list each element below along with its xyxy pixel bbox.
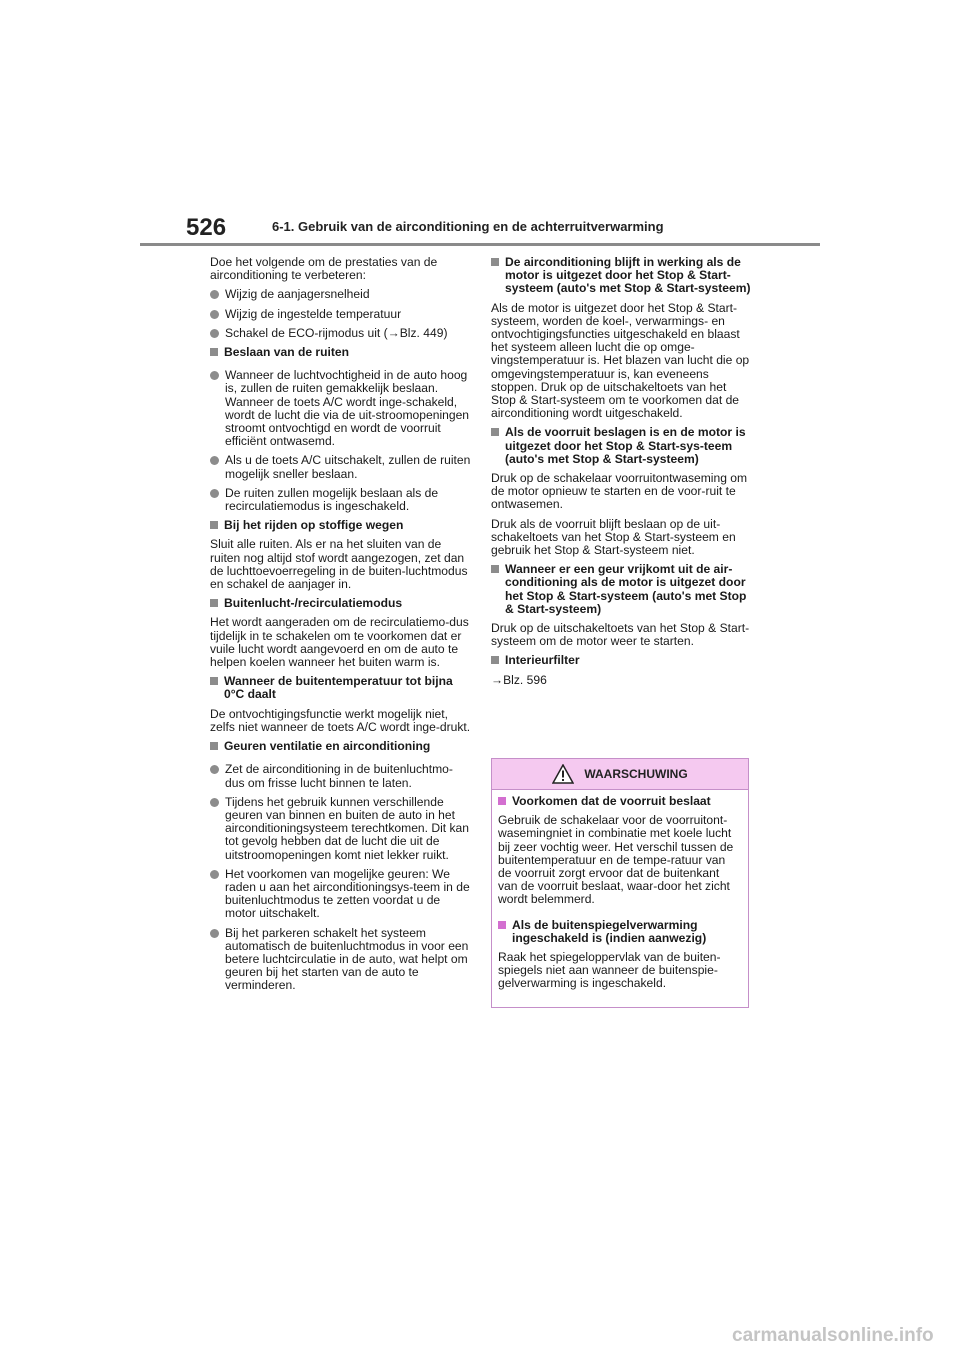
bullet-icon xyxy=(210,870,219,879)
warning-text-1: Gebruik de schakelaar voor de voorruitont-wasemingniet in combinatie met koele lucht bij zeer vochtig weer. Het verschil tussen de buitentemperatuur en de tempe-ratuur van de voorruit zorgt ervoor dat de buitenkant van de voorruit beslaat, waar-door het zicht wordt belemmerd. xyxy=(498,813,734,907)
bullet-icon xyxy=(210,310,219,319)
warning-box xyxy=(491,758,749,1008)
square-bullet-icon xyxy=(491,565,499,573)
bullet-item: Als u de toets A/C uitschakelt, zullen de ruiten mogelijk sneller beslaan. xyxy=(210,454,472,480)
bullet-icon xyxy=(210,329,219,338)
bullet-item: Schakel de ECO-rijmodus uit (→Blz. 449) xyxy=(210,327,472,340)
heading-filter: Interieurfilter xyxy=(491,654,753,667)
bullet-icon xyxy=(210,456,219,465)
heading-modus: Buitenlucht-/recirculatiemodus xyxy=(210,597,472,610)
heading-beslagen: Als de voorruit beslagen is en de motor is uitgezet door het Stop & Start-sys-teem (auto's met Stop & Start-systeem) xyxy=(491,426,753,466)
warning-triangle-icon xyxy=(552,764,574,784)
bullet-icon xyxy=(210,371,219,380)
square-bullet-icon xyxy=(210,677,218,685)
bullet-item: Tijdens het gebruik kunnen verschillende geuren van binnen en buiten de auto in het airconditioningsysteem terechtkomen. Dit kan tot gevolg hebben dat de lucht die uit de uitstroomopeningen komt niet lekker ruikt. xyxy=(210,796,472,862)
heading-stoffig: Bij het rijden op stoffige wegen xyxy=(210,519,472,532)
temperatuur-text: De ontvochtigingsfunctie werkt mogelijk niet, zelfs niet wanneer de toets A/C wordt inge-drukt. xyxy=(210,706,471,734)
section-title: 6-1. Gebruik van de airconditioning en de achterruitverwarming xyxy=(272,219,664,234)
page-header xyxy=(0,0,960,250)
beslagen-text-2: Druk als de voorruit blijft beslaan op de uit-schakeltoets van het Stop & Start-systeem en gebruik het Stop & Start-systeem niet. xyxy=(491,516,736,558)
warning-content xyxy=(492,790,748,991)
bullet-item: Bij het parkeren schakelt het systeem automatisch de buitenluchtmodus in voor een betere luchtcirculatie in de auto, wat helpt om geuren bij het starten van de auto te verminderen. xyxy=(210,927,472,993)
heading-geuren: Geuren ventilatie en airconditioning xyxy=(210,740,472,753)
warning-text-2: Raak het spiegeloppervlak van de buiten-spiegels niet aan wanneer de buitenspie-gelverwarming is ingeschakeld. xyxy=(498,950,721,991)
geur-text: Druk op de uitschakeltoets van het Stop & Start-systeem om de motor weer te starten. xyxy=(491,621,750,649)
warning-header xyxy=(492,759,748,790)
warning-title: WAARSCHUWING xyxy=(584,767,688,781)
stopstart-text: Als de motor is uitgezet door het Stop & Start-systeem, worden de koel-, verwarmings- en ontvochtigingsfuncties uitgeschakeld en blaast het systeem alleen lucht die op omge-vingstemperatuur is. Het blazen van lucht die op omgevingstemperatuur is, kan eveneens stoppen. Druk op de uitschakeltoets van het Stop & Start-systeem om te voorkomen dat de airconditioning wordt uitgeschakeld. xyxy=(491,300,750,421)
right-column xyxy=(491,256,753,693)
square-bullet-icon xyxy=(498,921,506,929)
square-bullet-icon xyxy=(491,258,499,266)
heading-geur: Wanneer er een geur vrijkomt uit de air-conditioning als de motor is uitgezet door het Stop & Start-systeem (auto's met Stop & Start-systeem) xyxy=(491,563,753,616)
bullet-icon xyxy=(210,290,219,299)
modus-text: Het wordt aangeraden om de recirculatiemo-dus tijdelijk in te schakelen om te voorkomen dat er vuile lucht wordt aangevoerd en om de auto te helpen koelen wanneer het buiten warm is. xyxy=(210,615,469,670)
heading-beslaan: Beslaan van de ruiten xyxy=(210,346,472,359)
bullet-item: Wijzig de aanjagersnelheid xyxy=(210,288,472,301)
bullet-icon xyxy=(210,489,219,498)
bullet-item: Wanneer de luchtvochtigheid in de auto hoog is, zullen de ruiten gemakkelijk beslaan. Wanneer de toets A/C wordt inge-schakeld, wordt de lucht die via de uit-stroomopeningen stroomt ontvochtigd en wordt de voorruit efficiënt ontwasemd. xyxy=(210,369,472,448)
bullet-icon xyxy=(210,798,219,807)
bullet-icon xyxy=(210,929,219,938)
bullet-icon xyxy=(210,765,219,774)
left-column xyxy=(210,256,472,999)
square-bullet-icon xyxy=(491,428,499,436)
warning-heading-2: Als de buitenspiegelverwarming ingeschakeld is (indien aanwezig) xyxy=(498,919,742,945)
square-bullet-icon xyxy=(210,521,218,529)
bullet-item: Het voorkomen van mogelijke geuren: We raden u aan het airconditioningsys-teem in de buitenluchtmodus te zetten voordat u de motor uitschakelt. xyxy=(210,868,472,921)
square-bullet-icon xyxy=(210,348,218,356)
square-bullet-icon xyxy=(210,599,218,607)
bullet-item: De ruiten zullen mogelijk beslaan als de recirculatiemodus is ingeschakeld. xyxy=(210,487,472,513)
warning-heading-1: Voorkomen dat de voorruit beslaat xyxy=(498,795,742,808)
filter-page-ref: →Blz. 596 xyxy=(491,672,547,687)
bullet-item: Zet de airconditioning in de buitenluchtmo-dus om frisse lucht binnen te laten. xyxy=(210,763,472,789)
square-bullet-icon xyxy=(498,797,506,805)
square-bullet-icon xyxy=(491,656,499,664)
bullet-item: Wijzig de ingestelde temperatuur xyxy=(210,308,472,321)
stoffig-text: Sluit alle ruiten. Als er na het sluiten van de ruiten nog altijd stof wordt aangezogen, zet dan de luchttoevoerregeling in de buiten-luchtmodus en schakel de aanjager in. xyxy=(210,537,468,592)
page-number: 526 xyxy=(186,214,227,241)
watermark-logo: carmanualsonline.info xyxy=(732,1325,934,1346)
heading-temperatuur: Wanneer de buitentemperatuur tot bijna 0°C daalt xyxy=(210,675,472,701)
intro-text: Doe het volgende om de prestaties van de airconditioning te verbeteren: xyxy=(210,255,438,283)
heading-stopstart: De airconditioning blijft in werking als de motor is uitgezet door het Stop & Start-systeem (auto's met Stop & Start-systeem) xyxy=(491,256,753,296)
header-divider xyxy=(140,243,820,246)
square-bullet-icon xyxy=(210,742,218,750)
beslagen-text-1: Druk op de schakelaar voorruitontwaseming om de motor opnieuw te starten en de voor-ruit te ontwasemen. xyxy=(491,471,748,512)
